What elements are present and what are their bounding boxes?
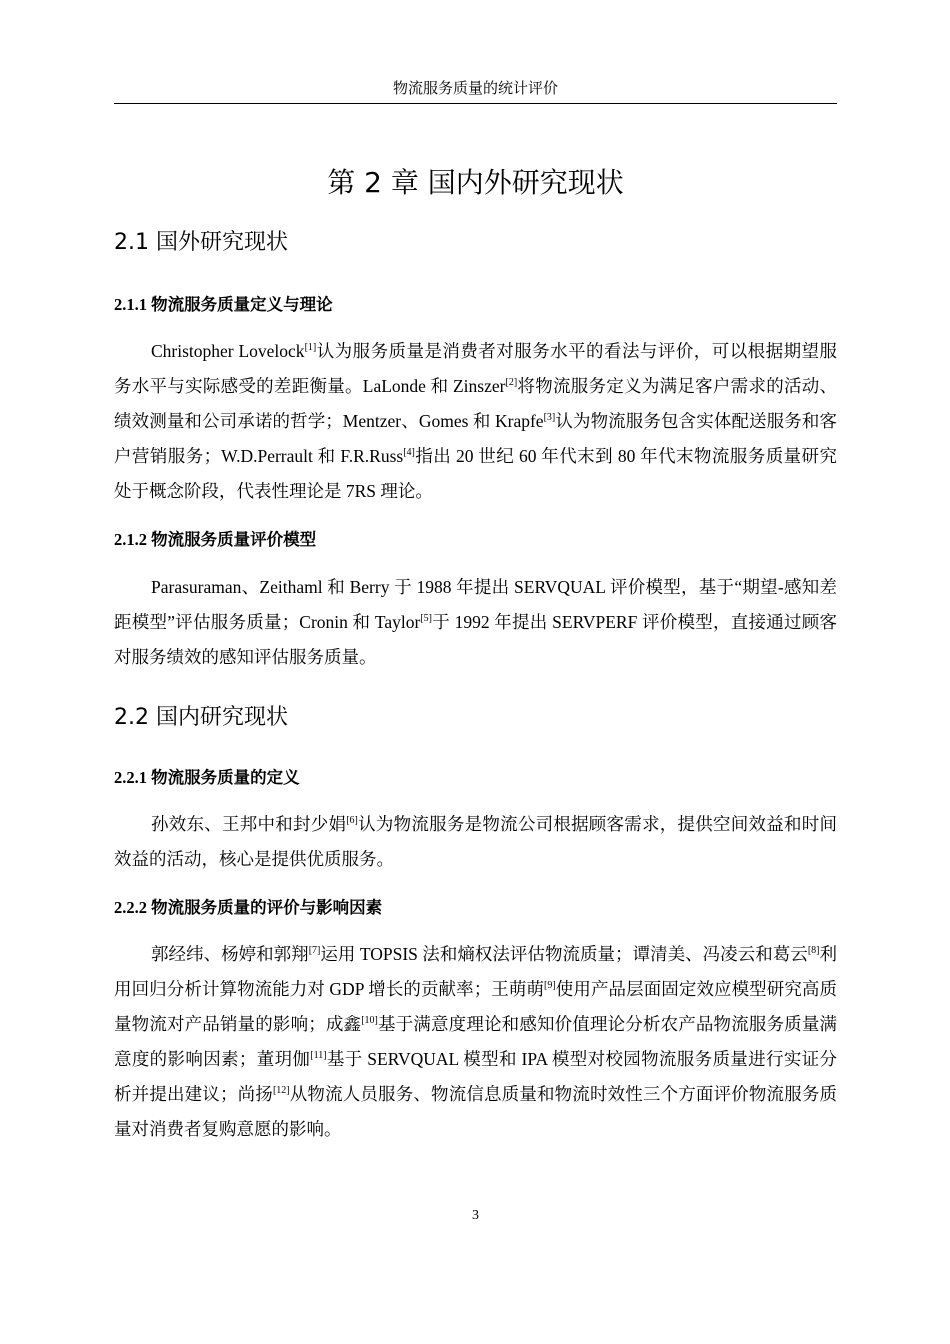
text-run: 基于满意度理论和感知价值理论分析农产品物流服务质量满意度的影响因素；董玥伽	[114, 1014, 838, 1069]
citation-ref: [6]	[346, 815, 358, 826]
citation-ref: [7]	[308, 945, 321, 956]
text-run: 使用产品层面固定效应模型研究高质量物流对产品销量的影响；成鑫	[114, 979, 838, 1034]
section-2-1-1-heading: 2.1.1 物流服务质量定义与理论	[114, 295, 333, 314]
section-2-1-heading: 2.1 国外研究现状	[114, 230, 288, 255]
citation-ref: [3]	[543, 412, 556, 423]
text-run: 认为物流服务是物流公司根据顾客需求，提供空间效益和时间效益的活动，核心是提供优质服务。	[114, 814, 838, 869]
page-number: 3	[472, 1208, 479, 1223]
paragraph-2-2-2	[114, 937, 837, 1147]
text-run: 孙效东、王邦中和封少娟	[151, 814, 347, 834]
citation-ref: [9]	[544, 980, 556, 991]
text-run: Parasuraman、Zeithaml 和 Berry 于 1988 年提出 SERVQUAL 评价模型，基于“期望-感知差距模型”评估服务质量；Cronin 和 Taylor	[114, 577, 837, 632]
section-2-2-heading: 2.2 国内研究现状	[114, 705, 288, 730]
citation-ref: [8]	[807, 945, 820, 956]
text-run: 运用 TOPSIS 法和熵权法评估物流质量；谭清美、冯凌云和葛云	[320, 944, 808, 964]
text-run: 郭经纬、杨婷和郭翔	[151, 944, 309, 964]
text-run: 利用回归分析计算物流能力对 GDP 增长的贡献率；王萌萌	[114, 944, 838, 999]
text-run: 认为服务质量是消费者对服务水平的看法与评价，可以根据期望服务水平与实际感受的差距衡量。LaLonde 和 Zinszer	[114, 341, 838, 396]
paragraph-2-1-2	[114, 570, 837, 675]
paragraph-2-2-1	[114, 807, 837, 877]
citation-ref: [4]	[403, 447, 415, 458]
paragraph-2-1-1	[114, 334, 837, 509]
text-run: 将物流服务定义为满足客户需求的活动、绩效测量和公司承诺的哲学；Mentzer、Gomes 和 Krapfe	[114, 376, 838, 431]
citation-ref: [11]	[310, 1050, 327, 1061]
section-2-1-2-heading: 2.1.2 物流服务质量评价模型	[114, 530, 317, 549]
citation-ref: [2]	[505, 377, 518, 388]
header-rule	[114, 103, 837, 104]
section-2-2-1-heading: 2.2.1 物流服务质量的定义	[114, 768, 300, 787]
chapter-title: 第 2 章 国内外研究现状	[327, 166, 624, 199]
text-run: Christopher Lovelock	[151, 341, 305, 361]
citation-ref: [1]	[304, 342, 317, 353]
running-header: 物流服务质量的统计评价	[392, 81, 558, 97]
citation-ref: [5]	[420, 613, 433, 624]
text-run: 指出 20 世纪 60 年代末到 80 年代末物流服务质量研究处于概念阶段，代表性理论是 7RS 理论。	[114, 446, 837, 501]
text-run: 认为物流服务包含实体配送服务和客户营销服务；W.D.Perrault 和 F.R.Russ	[114, 411, 837, 466]
text-run: 基于 SERVQUAL 模型和 IPA 模型对校园物流服务质量进行实证分析并提出建议；尚扬	[114, 1049, 838, 1104]
citation-ref: [10]	[361, 1015, 378, 1026]
text-run: 于 1992 年提出 SERVPERF 评价模型，直接通过顾客对服务绩效的感知评估服务质量。	[114, 612, 837, 667]
text-run: 从物流人员服务、物流信息质量和物流时效性三个方面评价物流服务质量对消费者复购意愿的影响。	[114, 1084, 838, 1139]
citation-ref: [12]	[272, 1085, 290, 1096]
section-2-2-2-heading: 2.2.2 物流服务质量的评价与影响因素	[114, 898, 383, 917]
